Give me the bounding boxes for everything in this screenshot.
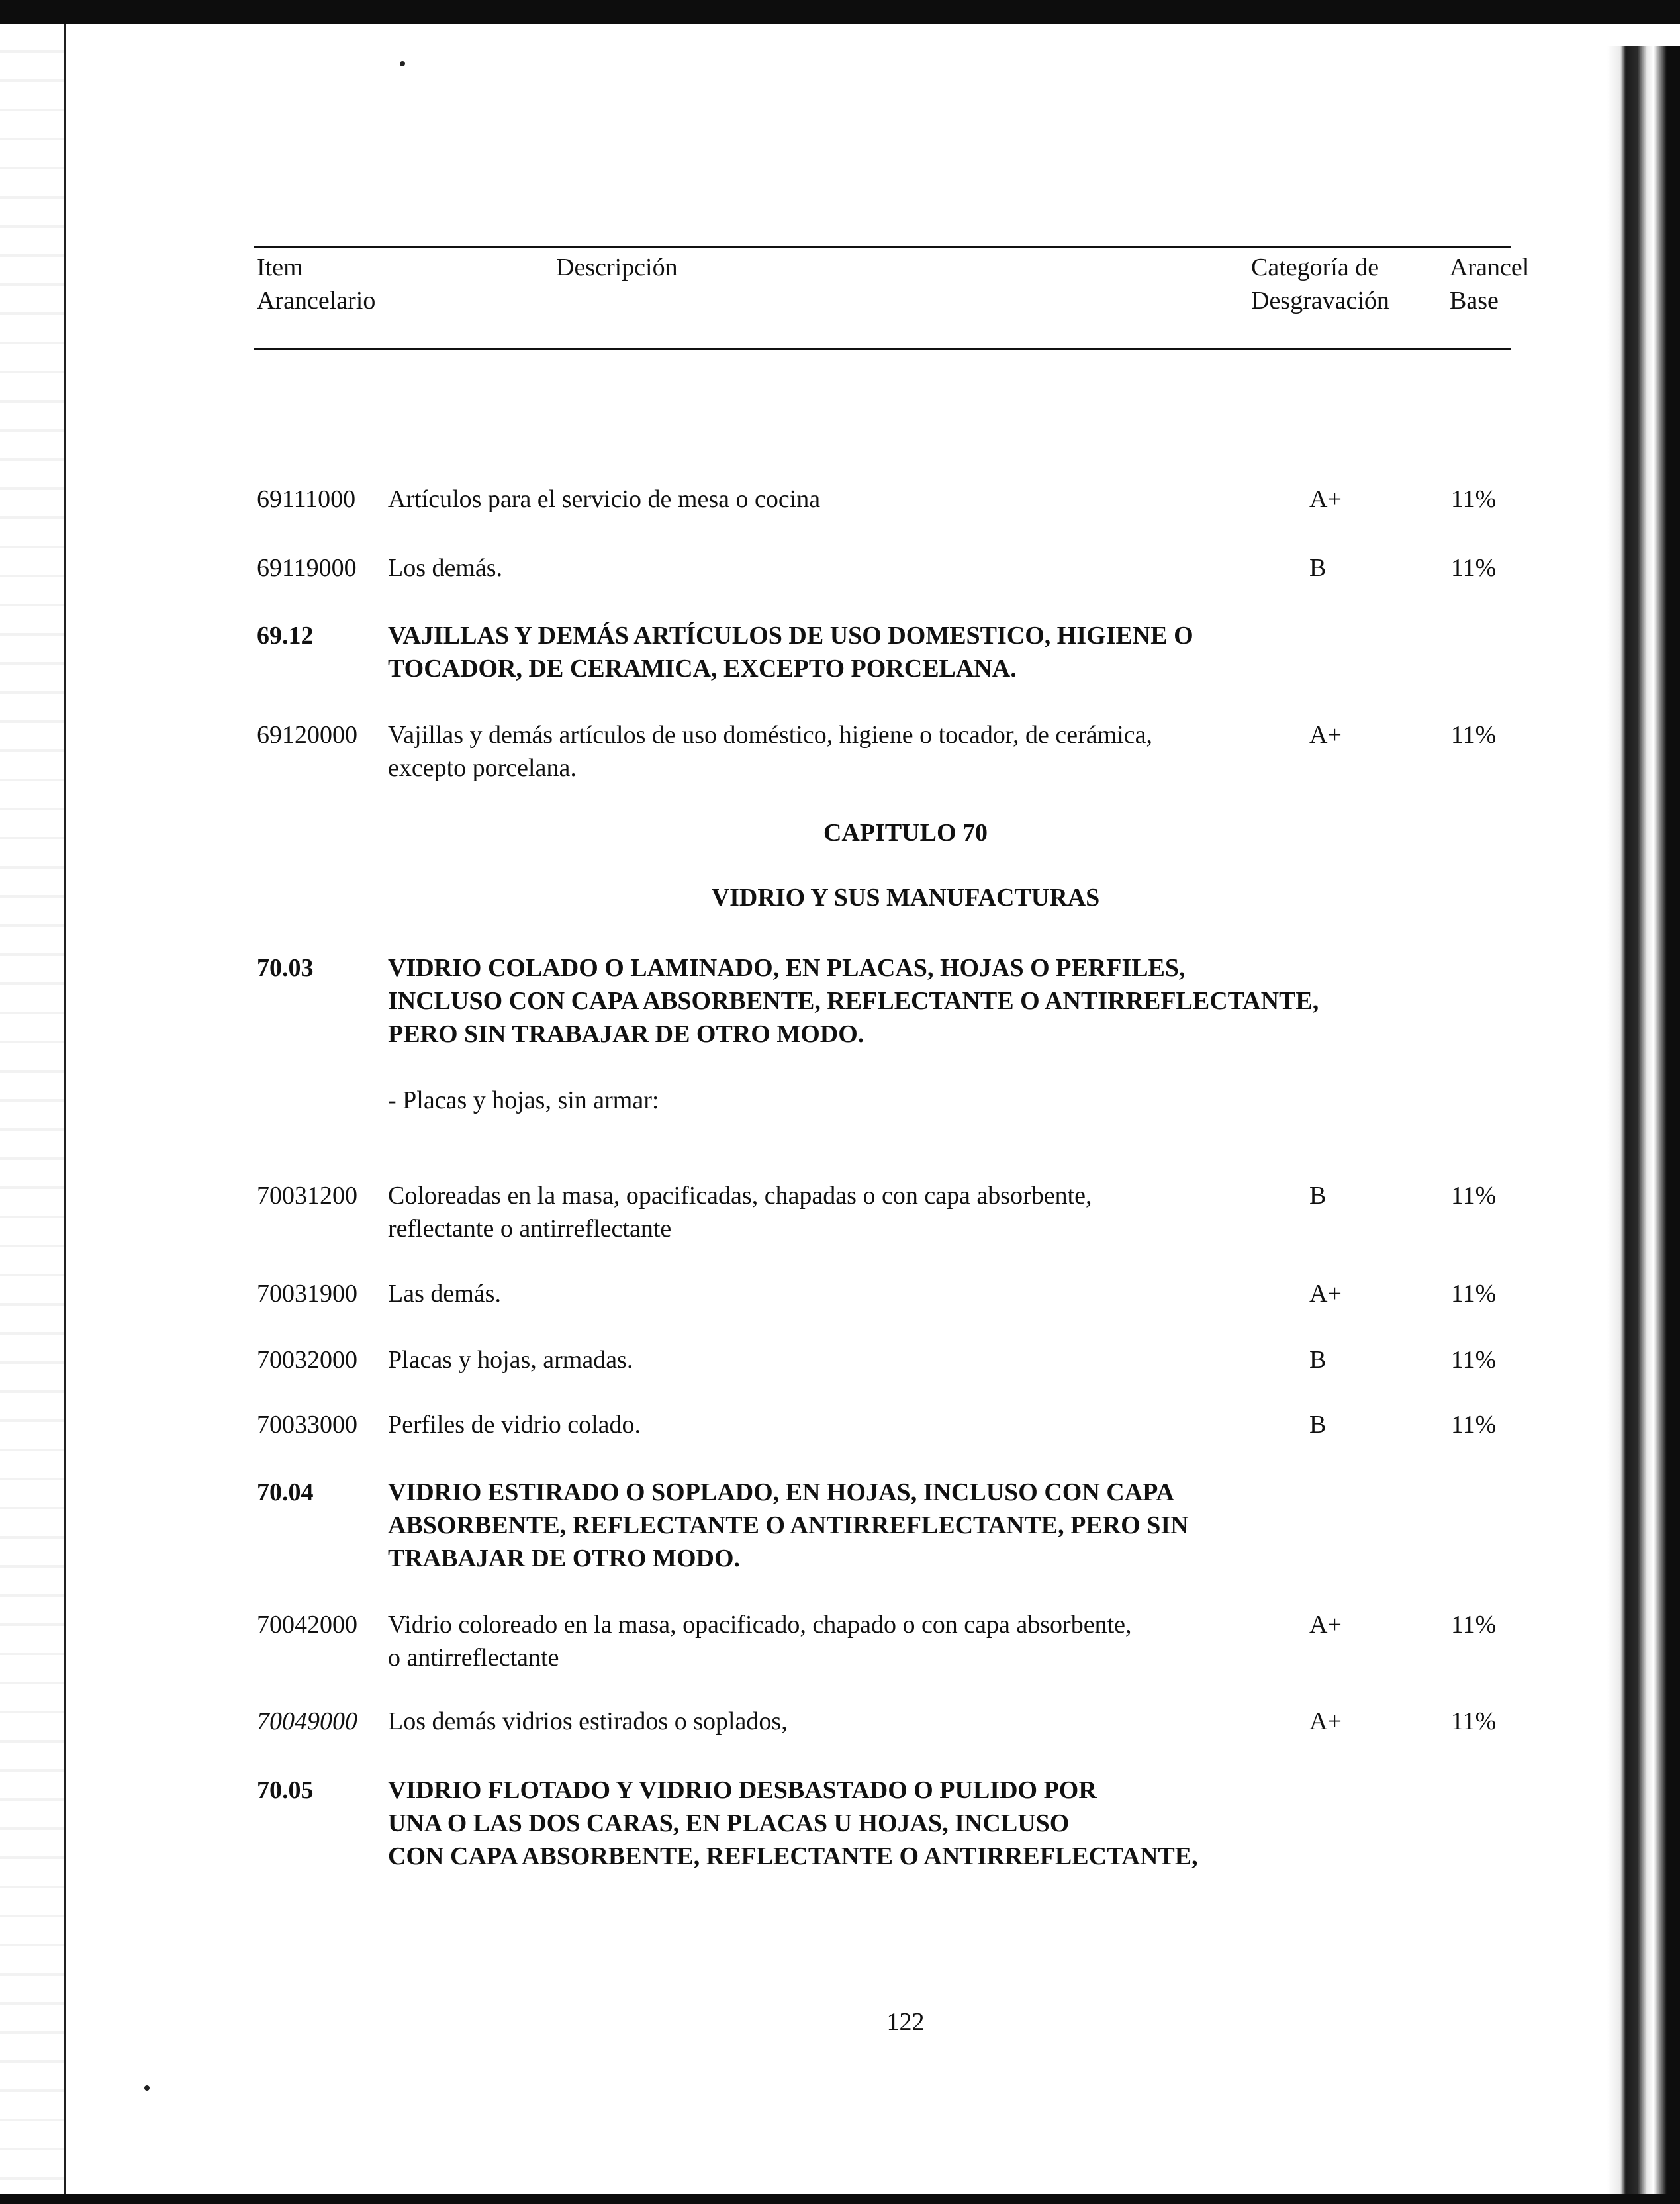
tariff-base-rate: 11% [1451,1411,1497,1439]
tariff-base-rate: 11% [1451,1182,1497,1210]
tariff-description: excepto porcelana. [388,754,577,782]
tariff-base-rate: 11% [1451,1280,1497,1308]
tariff-category: A+ [1309,1611,1342,1639]
tariff-base-rate: 11% [1451,485,1497,513]
heading-code: 70.03 [257,954,314,982]
heading-code: 70.05 [257,1776,314,1804]
tariff-category: A+ [1309,485,1342,513]
subheading-description: - Placas y hojas, sin armar: [388,1086,659,1114]
tariff-description: Artículos para el servicio de mesa o cocina [388,485,821,513]
tariff-code: 69120000 [257,721,357,749]
scan-speck [400,61,405,66]
header-item-line2: Arancelario [257,287,376,314]
tariff-description: Vidrio coloreado en la masa, opacificado, chapado o con capa absorbente, [388,1611,1132,1639]
tariff-category: A+ [1309,721,1342,749]
tariff-description: o antirreflectante [388,1644,559,1672]
tariff-description: Los demás vidrios estirados o soplados, [388,1707,788,1735]
heading-description: TOCADOR, DE CERAMICA, EXCEPTO PORCELANA. [388,655,1017,683]
heading-description: VIDRIO COLADO O LAMINADO, EN PLACAS, HOJAS O PERFILES, [388,954,1186,982]
tariff-code: 70042000 [257,1611,357,1639]
header-category-line1: Categoría de [1251,254,1379,281]
header-category-line2: Desgravación [1251,287,1389,314]
tariff-category: B [1309,1411,1327,1439]
heading-description: VAJILLAS Y DEMÁS ARTÍCULOS DE USO DOMESTICO, HIGIENE O [388,622,1193,649]
page-number: 122 [886,2008,925,2036]
scan-border-left [0,24,66,2194]
heading-description: PERO SIN TRABAJAR DE OTRO MODO. [388,1020,864,1048]
tariff-description: reflectante o antirreflectante [388,1215,672,1243]
heading-code: 69.12 [257,622,314,649]
chapter-subtitle: VIDRIO Y SUS MANUFACTURAS [711,884,1100,912]
chapter-title: CAPITULO 70 [823,819,988,847]
tariff-category: A+ [1309,1280,1342,1308]
scan-speck [144,2085,150,2091]
tariff-base-rate: 11% [1451,1346,1497,1374]
tariff-category: B [1309,1182,1327,1210]
tariff-code: 70031900 [257,1280,357,1308]
tariff-base-rate: 11% [1451,1707,1497,1735]
heading-description: TRABAJAR DE OTRO MODO. [388,1545,741,1572]
tariff-description: Perfiles de vidrio colado. [388,1411,641,1439]
scan-border-right [1607,46,1680,2194]
tariff-category: B [1309,1346,1327,1374]
tariff-code: 70049000 [257,1707,357,1735]
tariff-code: 69111000 [257,485,356,513]
header-item-line1: Item [257,254,303,281]
scan-border-bottom [0,2194,1680,2204]
heading-description: ABSORBENTE, REFLECTANTE O ANTIRREFLECTANTE, PERO SIN [388,1511,1189,1539]
heading-description: CON CAPA ABSORBENTE, REFLECTANTE O ANTIRREFLECTANTE, [388,1843,1198,1870]
header-base-line2: Base [1450,287,1499,314]
tariff-category: B [1309,554,1327,582]
heading-description: VIDRIO ESTIRADO O SOPLADO, EN HOJAS, INCLUSO CON CAPA [388,1478,1175,1506]
tariff-code: 70032000 [257,1346,357,1374]
tariff-description: Los demás. [388,554,503,582]
tariff-code: 69119000 [257,554,357,582]
heading-description: UNA O LAS DOS CARAS, EN PLACAS U HOJAS, INCLUSO [388,1809,1070,1837]
tariff-description: Las demás. [388,1280,501,1308]
tariff-base-rate: 11% [1451,1611,1497,1639]
tariff-base-rate: 11% [1451,554,1497,582]
tariff-code: 70033000 [257,1411,357,1439]
header-bottom-rule [254,348,1511,350]
tariff-description: Placas y hojas, armadas. [388,1346,633,1374]
tariff-description: Coloreadas en la masa, opacificadas, chapadas o con capa absorbente, [388,1182,1092,1210]
heading-code: 70.04 [257,1478,314,1506]
tariff-base-rate: 11% [1451,721,1497,749]
header-base-line1: Arancel [1450,254,1530,281]
tariff-description: Vajillas y demás artículos de uso doméstico, higiene o tocador, de cerámica, [388,721,1152,749]
heading-description: VIDRIO FLOTADO Y VIDRIO DESBASTADO O PULIDO POR [388,1776,1097,1804]
scan-border-top [0,0,1680,24]
header-description: Descripción [556,254,678,281]
tariff-category: A+ [1309,1707,1342,1735]
heading-description: INCLUSO CON CAPA ABSORBENTE, REFLECTANTE O ANTIRREFLECTANTE, [388,987,1319,1015]
header-top-rule [254,246,1511,248]
tariff-code: 70031200 [257,1182,357,1210]
